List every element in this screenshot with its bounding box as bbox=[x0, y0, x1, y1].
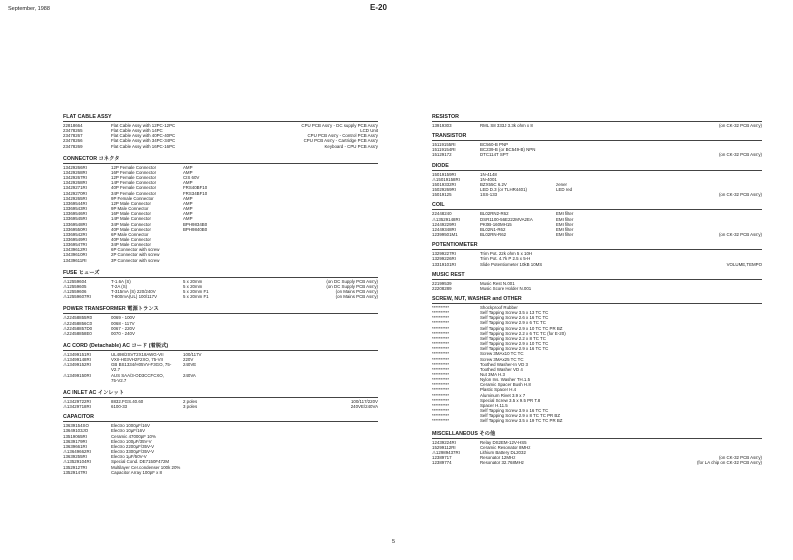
part-spec: AMP bbox=[183, 169, 193, 175]
part-description: BL02RN-R62 bbox=[480, 232, 507, 238]
part-description: V2.7 bbox=[111, 367, 121, 373]
part-number: 15019159RI bbox=[432, 171, 456, 177]
part-number: ⚠13499148RI bbox=[63, 357, 91, 363]
part-number: 13429268RI bbox=[63, 169, 87, 175]
section-title: MUSIC REST bbox=[432, 272, 762, 280]
part-spec: EMI filter bbox=[556, 232, 574, 238]
part-spec: AMP bbox=[183, 195, 193, 201]
part-description: Electro 100μF/35V-V bbox=[111, 438, 152, 444]
part-note: (on CK-32 PCB Ass'y) bbox=[718, 232, 762, 238]
part-number: 22818664 bbox=[63, 123, 83, 128]
part-description: Self Tapping Screw 2.9 x 8 TC TC PR BZ bbox=[480, 413, 561, 419]
part-description: Self Tapping Screw 2.9 x 10 TC TC bbox=[480, 341, 549, 347]
part-description: Self Tapping Screw 2.9 x 10 TC TC PR BZ bbox=[480, 325, 563, 331]
part-description: Music Score Holder N.001 bbox=[480, 285, 532, 291]
left-column bbox=[63, 112, 378, 478]
parts-section bbox=[63, 388, 378, 412]
part-description: Trim Pot. 4.7k P 2.5 x 5-H bbox=[480, 256, 531, 262]
part-note: (on Mains PCB Ass'y) bbox=[335, 294, 378, 300]
part-number: 22448240 bbox=[432, 211, 452, 217]
part-spec: 240VE bbox=[183, 362, 197, 368]
part-description: 9P Male Connector bbox=[111, 206, 149, 212]
part-spec: 5 x 20mm F1 bbox=[183, 289, 209, 295]
part-number: 13439611RI bbox=[63, 257, 87, 263]
part-description: Flat Cable Assy with 12PC-12PC bbox=[111, 123, 176, 128]
part-number: 13369547RI bbox=[63, 242, 87, 248]
part-description: 34P Male Connector bbox=[111, 242, 151, 248]
part-spec: AMP bbox=[183, 206, 193, 212]
section-title: TRANSISTOR bbox=[432, 133, 762, 141]
part-number: ********** bbox=[432, 356, 450, 362]
part-number: 12449348RI bbox=[432, 226, 456, 232]
part-description: Flat Cable Assy with 14PC bbox=[111, 128, 163, 134]
parts-section bbox=[432, 202, 762, 240]
part-number: ********** bbox=[432, 372, 450, 377]
part-description: UL498/2SVT2X18AWG-VII bbox=[111, 352, 164, 357]
part-description: Resonator 12MHz bbox=[480, 455, 516, 461]
part-number: ********** bbox=[432, 387, 450, 393]
parts-section bbox=[432, 272, 762, 294]
part-number: 12389774 bbox=[432, 460, 452, 466]
part-description: LED D.3 (or TLHR4401) bbox=[480, 187, 528, 193]
part-description: BZX55C 6.2V bbox=[480, 181, 507, 187]
part-description: 34P Female Connector bbox=[111, 190, 157, 196]
section-title: CAPACITOR bbox=[63, 414, 378, 422]
part-number: ********** bbox=[432, 377, 450, 383]
part-description: 3P Connector with screw bbox=[111, 257, 160, 263]
part-number: 13369550RI bbox=[63, 226, 87, 232]
part-number: ⚠15019158RI bbox=[432, 176, 460, 182]
part-note: (on DC Supply PCB Ass'y) bbox=[326, 283, 378, 289]
part-description: Relay DS2EM-12V-HS5 bbox=[480, 439, 527, 445]
part-description: Self Tapping Screw 2.9 x 16 TC TC bbox=[480, 346, 549, 352]
part-description: 2P Connector with screw bbox=[111, 252, 160, 258]
section-title: AC INLET AC インレット bbox=[63, 388, 378, 398]
part-number: ********** bbox=[432, 310, 450, 316]
parts-section bbox=[432, 242, 762, 269]
part-number: 13429267RI bbox=[63, 175, 87, 181]
part-number: ⚠12559604 bbox=[63, 278, 87, 284]
part-description: 16P Male Connector bbox=[111, 211, 151, 217]
part-number bbox=[63, 378, 111, 383]
part-number: 15299112RI bbox=[432, 444, 456, 450]
part-description: Electro 10μF/16V bbox=[111, 428, 146, 434]
part-number: 23478267 bbox=[63, 133, 83, 139]
part-spec: EMI filter bbox=[556, 221, 574, 227]
part-note: (on Mains PCB Ass'y) bbox=[335, 289, 378, 295]
part-number: 15129172 bbox=[432, 152, 452, 158]
parts-section bbox=[63, 414, 378, 478]
part-description: T-1.6A (S) bbox=[111, 278, 131, 284]
part-number: 13429266RI bbox=[63, 164, 87, 170]
part-number: ⚠22458855R0 bbox=[63, 315, 93, 321]
part-note: 240VE/240VA bbox=[350, 404, 378, 410]
part-description: Slide Potentiometer 10kB 10MS bbox=[480, 261, 543, 267]
part-note: CPU PCB Ass'y - Control PCB Ass'y bbox=[307, 133, 378, 139]
parts-section bbox=[432, 163, 762, 201]
part-description: 0067 - 220V bbox=[111, 325, 135, 331]
parts-section bbox=[63, 304, 378, 339]
section-title: FUSE ヒューズ bbox=[63, 268, 378, 278]
part-spec: 3 poles bbox=[183, 404, 198, 410]
part-number: ********** bbox=[432, 346, 450, 352]
part-description: Ceramic Spacer Bush H.8 bbox=[480, 382, 531, 388]
part-spec: AMP bbox=[183, 200, 193, 206]
part-number: ⚠22458858E0 bbox=[63, 330, 92, 336]
part-description: 40P Male Connector bbox=[111, 226, 151, 232]
part-number: 13519065RI bbox=[63, 433, 87, 439]
right-column bbox=[432, 112, 762, 468]
part-number: 12399501M1 bbox=[432, 232, 458, 238]
part-description: Special Screw 3.5 x 9.5 PR T.8 bbox=[480, 397, 541, 403]
part-description: 1N-4148 bbox=[480, 171, 497, 177]
section-title: AC CORD (Detachable) AC コード (着脱式) bbox=[63, 341, 378, 351]
part-number: ⚠22458857D0 bbox=[63, 325, 93, 331]
part-description: Self Tapping Screw 2.2 x 8 TC TC bbox=[480, 335, 546, 341]
part-description: Ceramic 47000pF 10% bbox=[111, 433, 156, 439]
part-spec: LED red bbox=[556, 187, 573, 193]
part-number: 13639179RI bbox=[63, 438, 87, 444]
part-spec: EMI filter bbox=[556, 216, 574, 222]
part-description: Screw 3MAx25 TC TC bbox=[480, 356, 524, 362]
part-spec: 5 x 20mm bbox=[183, 283, 203, 289]
part-number: ⚠12559605 bbox=[63, 283, 87, 289]
part-spec: 220V bbox=[183, 357, 194, 363]
part-number: 23478265 bbox=[63, 128, 83, 134]
part-spec: AMP bbox=[183, 211, 193, 217]
part-description: 0068 - 117V bbox=[111, 320, 135, 326]
part-number: ********** bbox=[432, 341, 450, 347]
part-number: ⚠12989437RI bbox=[432, 449, 460, 455]
part-number: ********** bbox=[432, 325, 450, 331]
part-number: ********** bbox=[432, 320, 450, 326]
part-spec: 100/117V bbox=[183, 352, 202, 357]
part-number: 13429270RI bbox=[63, 190, 87, 196]
part-spec: BPH9840B0 bbox=[183, 226, 208, 232]
part-number: 15029269RI bbox=[432, 187, 456, 193]
parts-section bbox=[63, 114, 378, 152]
parts-section bbox=[63, 154, 378, 266]
part-number: 13299226RI bbox=[432, 256, 456, 262]
part-description: 12P Female Connector bbox=[111, 175, 157, 181]
part-spec: CIS 60V bbox=[183, 175, 200, 181]
part-number: ⚠12559607RI bbox=[63, 294, 91, 300]
part-number: ⚠22458856C0 bbox=[63, 320, 93, 326]
part-number: ********** bbox=[432, 413, 450, 419]
part-description: 40P Female Connector bbox=[111, 185, 157, 191]
part-number: 13429271RI bbox=[63, 185, 87, 191]
part-number: ********** bbox=[432, 366, 450, 372]
part-number: 12439224RI bbox=[432, 439, 456, 445]
part-spec: 240VA bbox=[183, 372, 196, 378]
parts-section bbox=[63, 341, 378, 386]
part-spec: 2 poles bbox=[183, 398, 198, 404]
part-note: CPU PCB Ass'y - DC supply PCB Ass'y bbox=[301, 123, 378, 128]
part-description: BL02RN2-R62 bbox=[480, 211, 509, 217]
page-number: 5 bbox=[392, 539, 396, 545]
part-spec: EMI filter bbox=[556, 211, 574, 217]
part-number: 13439610RI bbox=[63, 252, 87, 258]
section-title: POWER TRANSFORMER 電源トランス bbox=[63, 304, 378, 314]
part-description: 8832.FGS.40.60 bbox=[111, 398, 144, 404]
part-description: Music Rest N.001 bbox=[480, 280, 515, 286]
part-description: Special Cond. DE7150F472M bbox=[111, 459, 170, 465]
part-description: Capacitor Array 100pF x 8 bbox=[111, 469, 163, 475]
part-note: (on CK-32 PCB Ass'y) bbox=[718, 192, 762, 198]
part-spec: AMP bbox=[183, 164, 193, 170]
part-number: 23478269 bbox=[63, 143, 83, 149]
part-number: 23478266 bbox=[63, 138, 83, 144]
part-description: Toothed Washer-In VD 3 bbox=[480, 361, 528, 367]
part-number: 13369544RI bbox=[63, 200, 87, 206]
part-note: 100/117/220V bbox=[350, 398, 378, 404]
section-title: SCREW, NUT, WASHER and OTHER bbox=[432, 296, 762, 304]
part-description: Electro 2200μF/35V-V bbox=[111, 443, 155, 449]
part-spec: FRS34BF10 bbox=[183, 190, 208, 196]
part-note: CPU PCB Ass'y - Cartridge PCB Ass'y bbox=[303, 138, 378, 144]
parts-row bbox=[63, 144, 378, 149]
section-title: CONNECTOR コネクタ bbox=[63, 154, 378, 164]
part-description: RML S8 333J 3.3k ohm x 8 bbox=[480, 123, 533, 128]
part-number: 13439612RI bbox=[63, 247, 87, 253]
part-number: 15119155RI bbox=[432, 142, 456, 148]
part-description: Spacer H.11.5 bbox=[480, 402, 508, 408]
section-title: FLAT CABLE ASSY bbox=[63, 114, 378, 122]
section-title: RESISTOR bbox=[432, 114, 762, 122]
part-number: 13429268RI bbox=[63, 180, 87, 186]
part-description: Flat Cable Assy with 34PC-34PC bbox=[111, 138, 176, 144]
part-description: Trim Pot. 22k ohm 5 x 10H bbox=[480, 251, 533, 257]
part-description: 34P Male Connector bbox=[111, 221, 151, 227]
part-description: Nylon Ins. Washer TH.1.5 bbox=[480, 377, 531, 383]
header-model-code: E-20 bbox=[370, 3, 387, 12]
part-description: 0069 - 100V bbox=[111, 315, 135, 321]
part-number: 15019332RI bbox=[432, 181, 456, 187]
part-description: Self Tapping Screw 2.6 x 16 TC TC bbox=[480, 315, 549, 321]
part-number: ********** bbox=[432, 335, 450, 341]
part-description: Lithium Battery DL2032 bbox=[480, 449, 526, 455]
part-number: 13369543RI bbox=[63, 206, 87, 212]
part-description: 1N-4001 bbox=[480, 176, 497, 182]
part-description: Aluminum Rivet 3.9 x 7 bbox=[480, 392, 526, 398]
part-number: 12449229RI bbox=[432, 221, 456, 227]
part-description: Self Tapping Screw 3.5 x 13 TC TC bbox=[480, 310, 549, 316]
part-number: 13529147RI bbox=[63, 469, 87, 475]
part-number: 13529127RI bbox=[63, 464, 87, 470]
part-number: 13319101RI bbox=[432, 261, 456, 267]
part-number: 13649103JO bbox=[63, 428, 89, 434]
part-number: 13369548RI bbox=[63, 221, 87, 227]
part-number: ********** bbox=[432, 351, 450, 357]
part-number: ********** bbox=[432, 392, 450, 398]
part-note: VOLUME,TEMPO bbox=[726, 261, 762, 267]
part-spec: BPH9834B0 bbox=[183, 221, 208, 227]
part-number: ********** bbox=[432, 382, 450, 388]
part-number: ⚠13499152RI bbox=[63, 362, 91, 368]
part-description: BC239-B (or BC549-B) NPN bbox=[480, 147, 536, 153]
part-number: ⚠13499150RI bbox=[63, 372, 91, 378]
part-description: Self Tapping Screw 3.9 x 16 TC TC bbox=[480, 408, 549, 414]
part-spec: FRS40BF10 bbox=[183, 185, 208, 191]
part-number: ⚠13429718RI bbox=[63, 404, 91, 410]
part-description: Ceramic Resonator 8MHz bbox=[480, 444, 531, 450]
part-number: ⚠13499151RI bbox=[63, 352, 91, 357]
part-description: 14P Male Connector bbox=[111, 216, 151, 222]
part-description: 16P Female Connector bbox=[111, 169, 157, 175]
part-spec: zener bbox=[556, 181, 567, 187]
part-number: ********** bbox=[432, 402, 450, 408]
part-description: Electro 1000μF/16V bbox=[111, 423, 150, 429]
part-description: BC560-B PNP bbox=[480, 142, 509, 148]
part-number: ********** bbox=[432, 418, 450, 424]
part-description: DSR1100-56E222MVA2EA bbox=[480, 216, 533, 222]
part-number: 13369542RI bbox=[63, 231, 87, 237]
part-number: 13299227RI bbox=[432, 251, 456, 257]
part-description: Electro 3300μF/35V-V bbox=[111, 449, 155, 455]
parts-section bbox=[432, 133, 762, 160]
part-description: 6P Male Connector bbox=[111, 231, 149, 237]
part-description: 1SS-133 bbox=[480, 192, 498, 198]
part-description: BL02N1-R62 bbox=[480, 226, 506, 232]
section-title: COIL bbox=[432, 202, 762, 210]
part-description: 6P Connector with screw bbox=[111, 247, 160, 253]
part-description: 6100-33 bbox=[111, 404, 128, 410]
section-title: POTENTIOMETER bbox=[432, 242, 762, 250]
part-number: 13369545RI bbox=[63, 216, 87, 222]
part-number: 22208289 bbox=[432, 285, 452, 291]
part-number: ********** bbox=[432, 315, 450, 321]
part-number: 12389717 bbox=[432, 455, 452, 461]
part-description: PK0B-160MH15 bbox=[480, 221, 512, 227]
part-number: 15119154RI bbox=[432, 147, 456, 153]
part-description: 40P Male Connector bbox=[111, 236, 151, 242]
part-description: 12P Male Connector bbox=[111, 200, 151, 206]
part-description: GB BS1334/H05VV-F3GO, 75- bbox=[111, 362, 172, 368]
part-spec: AMP bbox=[183, 180, 193, 186]
part-number: ⚠13649662RI bbox=[63, 449, 91, 455]
part-number: ********** bbox=[432, 304, 450, 310]
part-note: (for LA chip on CK-32 PCB Ass'y) bbox=[696, 460, 762, 466]
part-number: ⚠13429722RI bbox=[63, 398, 91, 404]
part-note: (on DC Supply PCB Ass'y) bbox=[326, 278, 378, 284]
part-number: ********** bbox=[432, 408, 450, 414]
parts-section bbox=[432, 429, 762, 469]
part-description: Plastic Spacer H.4 bbox=[480, 387, 517, 393]
part-description: Flat Cable Assy with 16PC-16PC bbox=[111, 143, 176, 149]
part-description: Shockproof Rubber bbox=[480, 304, 518, 310]
part-spec: AMP bbox=[183, 216, 193, 222]
part-description: Multilayer Cer.condenser 100k 20% bbox=[111, 464, 181, 470]
part-description: 12P Female Connector bbox=[111, 164, 157, 170]
part-note: LCD Unit bbox=[360, 128, 378, 134]
part-number: 13429265RI bbox=[63, 195, 87, 201]
part-description: Flat Cable Assy with 40PC-40PC bbox=[111, 133, 176, 139]
part-description: Toothed Washer VD 4 bbox=[480, 366, 523, 372]
section-title: MISCELLANEOUS その他 bbox=[432, 429, 762, 439]
part-number: 13639154SO bbox=[63, 423, 89, 429]
part-number: ********** bbox=[432, 361, 450, 367]
part-description: Self Tapping Screw 3.5 x 19 TC TC PR BZ bbox=[480, 418, 563, 424]
part-description: Resonator 32.768MHz bbox=[480, 460, 524, 466]
part-spec: EMI filter bbox=[556, 226, 574, 232]
part-description: Electro 1μF/50V-V bbox=[111, 454, 147, 460]
parts-section bbox=[432, 296, 762, 427]
part-description: DTC114T SPT bbox=[480, 152, 509, 158]
part-number: ⚠13529104RI bbox=[63, 459, 91, 465]
part-description: 14P Female Connector bbox=[111, 180, 157, 186]
part-description: AUS SAA/3-OD3CCFCXO, bbox=[111, 372, 164, 378]
part-number: 22199539 bbox=[432, 280, 452, 286]
part-description: T-315mA (S) 220/240V bbox=[111, 289, 156, 295]
part-number: ********** bbox=[432, 397, 450, 403]
part-description: 9P Female Connector bbox=[111, 195, 154, 201]
part-note: (on CK-32 PCB Ass'y) bbox=[718, 123, 762, 128]
part-description: T-800mA(UL) 100/117V bbox=[111, 294, 158, 300]
part-number: ⚠13529148RI bbox=[432, 216, 460, 222]
part-number: 13369549RI bbox=[63, 236, 87, 242]
part-spec: 5 x 20mm bbox=[183, 278, 203, 284]
part-number: 13639661RI bbox=[63, 443, 87, 449]
part-number: 13639255RI bbox=[63, 454, 87, 460]
part-note: (on CK-32 PCB Ass'y) bbox=[718, 152, 762, 158]
part-spec: 5 x 20mm F1 bbox=[183, 294, 209, 300]
part-description: Screw 3MAx10 TC TC bbox=[480, 351, 524, 357]
part-description: 75-V2.7 bbox=[111, 377, 127, 383]
section-title: DIODE bbox=[432, 163, 762, 171]
part-description: VXII-H03VH2F2XO, 75-VII bbox=[111, 357, 163, 363]
part-number: 13919303 bbox=[432, 123, 452, 128]
header-date: September, 1988 bbox=[8, 6, 50, 12]
part-description: T-2A (S) bbox=[111, 283, 128, 289]
part-description: Self Tapping Screw 2.2 x 6 TC TC (for E-20) bbox=[480, 330, 566, 336]
part-note: (on CK-32 PCB Ass'y) bbox=[718, 455, 762, 461]
part-note: Keyboard - CPU PCB Ass'y bbox=[324, 143, 378, 149]
part-number: ⚠12559606 bbox=[63, 289, 87, 295]
part-description: Self Tapping Screw 2.9 x 6 TC TC bbox=[480, 320, 546, 326]
parts-section bbox=[432, 114, 762, 131]
parts-section bbox=[63, 268, 378, 303]
part-number: 15019125 bbox=[432, 192, 452, 198]
part-description: Nut 3MA H.3 bbox=[480, 372, 505, 377]
part-number: ********** bbox=[432, 330, 450, 336]
part-description: 0070 - 240V bbox=[111, 330, 135, 336]
part-number: 13369546RI bbox=[63, 211, 87, 217]
